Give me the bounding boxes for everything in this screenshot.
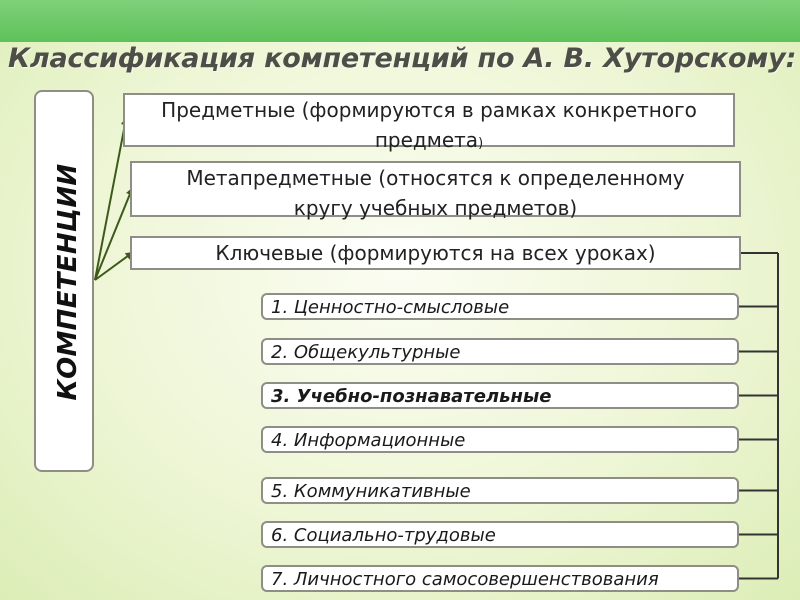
key-competency-3: 3. Учебно-познавательные — [261, 382, 739, 409]
category-subject-line2-wrap — [125, 125, 733, 159]
category-subject — [123, 93, 735, 152]
category-metasubject-line2: кругу учебных предметов) — [293, 196, 578, 220]
arrow-to-subject — [95, 119, 126, 280]
category-metasubject-line1: Метапредметные (относятся к определенному — [186, 166, 685, 190]
slide-title: Классификация компетенций по А. В. Хуторскому: — [8, 43, 797, 74]
key-competency-1: 1. Ценностно-смысловые — [261, 293, 739, 320]
key-competency-7: 7. Личностного самосовершенствования — [261, 565, 739, 592]
key-competency-4: 4. Информационные — [261, 426, 739, 453]
key-competency-6: 6. Социально-трудовые — [261, 521, 739, 548]
category-subject-line1: Предметные (формируются в рамках конкретного — [161, 98, 697, 122]
category-subject-line2: предмета — [374, 128, 479, 152]
key-competency-5: 5. Коммуникативные — [261, 477, 739, 504]
category-metasubject — [130, 161, 741, 220]
category-subject-line2-tail: ) — [478, 136, 484, 151]
competencies-root-label: КОМПЕТЕНЦИИ — [53, 163, 83, 401]
category-key — [130, 236, 741, 270]
category-key-line1: Ключевые (формируются на всех уроках) — [215, 241, 656, 265]
key-competency-2: 2. Общекультурные — [261, 338, 739, 365]
key-bracket — [739, 253, 778, 579]
